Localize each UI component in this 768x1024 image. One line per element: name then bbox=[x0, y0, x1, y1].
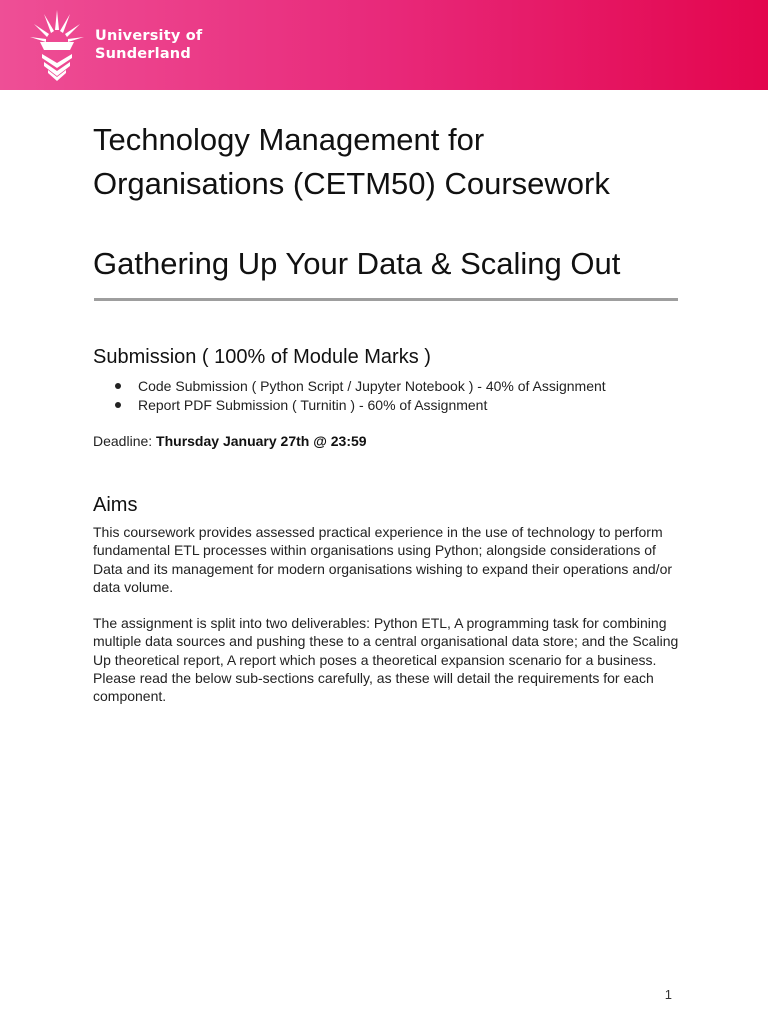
university-logo-text bbox=[95, 27, 202, 63]
list-item-text: Report PDF Submission ( Turnitin ) - 60% of Assignment bbox=[138, 397, 488, 413]
deadline-value: Thursday January 27th @ 23:59 bbox=[156, 433, 367, 449]
aims-paragraph-2: The assignment is split into two deliverables: Python ETL, A programming task for combining multiple data sources and pushing these to a central organisational data store; and the Scaling Up theoretical report, A report which poses a theoretical expansion scenario for a business. Please read the below sub-sections carefully, as these will detail the requirements for each component. bbox=[93, 615, 679, 705]
title-divider bbox=[94, 298, 678, 301]
document-body bbox=[93, 118, 678, 706]
list-item bbox=[115, 377, 678, 396]
header-banner bbox=[0, 0, 768, 90]
document-subtitle: Gathering Up Your Data & Scaling Out bbox=[93, 246, 621, 281]
submission-list bbox=[93, 377, 678, 415]
bullet-icon bbox=[115, 383, 121, 389]
list-item-text: Code Submission ( Python Script / Jupyter Notebook ) - 40% of Assignment bbox=[138, 378, 606, 394]
submission-heading: Submission ( 100% of Module Marks ) bbox=[93, 346, 431, 368]
list-item bbox=[115, 396, 678, 415]
deadline-label: Deadline: bbox=[93, 433, 157, 449]
sunburst-shield-icon bbox=[30, 8, 84, 82]
logo-line-2: Sunderland bbox=[95, 46, 191, 62]
logo-line-1: University of bbox=[95, 28, 203, 44]
aims-paragraph-1: This coursework provides assessed practical experience in the use of technology to perform fundamental ETL processes within organisations using Python; alongside considerations of Data and its management for modern organisations wishing to expand their operations and/or data volume. bbox=[93, 524, 673, 595]
document-title: Technology Management for Organisations (CETM50) Coursework bbox=[93, 122, 610, 201]
bullet-icon bbox=[115, 402, 121, 408]
aims-heading: Aims bbox=[93, 494, 138, 516]
page-number: 1 bbox=[664, 987, 672, 1002]
deadline bbox=[93, 432, 678, 451]
